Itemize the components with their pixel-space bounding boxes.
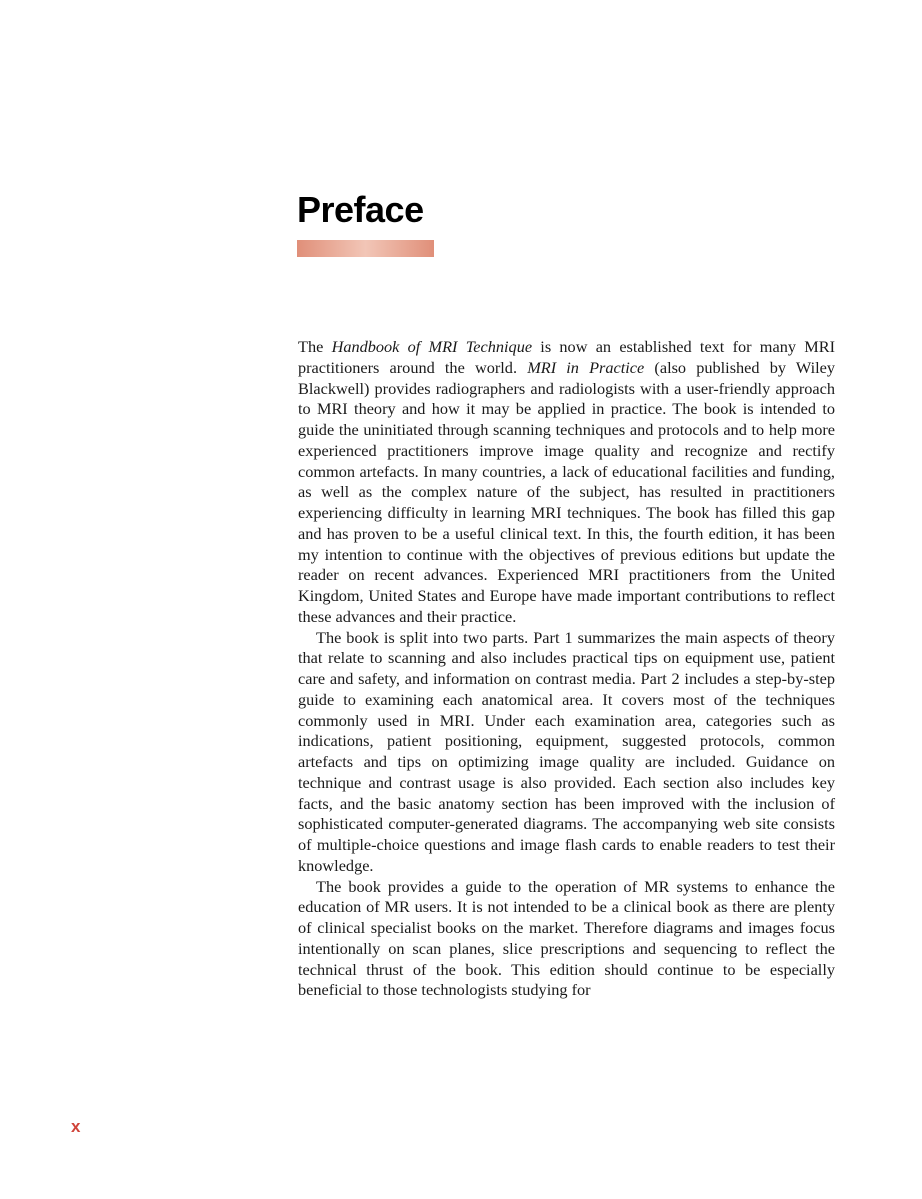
page-title: Preface — [297, 189, 424, 230]
book-title-handbook: Handbook of MRI Technique — [331, 337, 533, 356]
page-number: x — [71, 1117, 81, 1136]
paragraph-1-part-2: is now an established text for many MRI practitioners around the world. — [298, 337, 835, 377]
paragraph-2: The book is split into two parts. Part 1 summarizes the main aspects of theory that relate to scanning and also includes practical tips on equipment use, patient care and safety, and information on contrast media. Part 2 includes a step-by-step guide to examining each anatomical area. It covers most of the techniques commonly used in MRI. Under each examination area, categories such as indications, patient positioning, equipment, suggested protocols, common artefacts and tips on optimizing image quality are included. Guidance on technique and contrast usage is also provided. Each section also includes key facts, and the basic anatomy section has been improved with the inclusion of sophisticated computer-generated diagrams. The accompanying web site consists of multiple-choice questions and image flash cards to enable readers to test their knowledge. — [298, 627, 835, 875]
paragraph-3: The book provides a guide to the operation of MR systems to enhance the education of MR users. It is not intended to be a clinical book as there are plenty of clinical specialist books on the market. Therefore diagrams and images focus intentionally on scan planes, slice prescriptions and sequencing to reflect the technical thrust of the book. This edition should continue to be especially beneficial to those technologists studying for — [298, 876, 835, 1000]
paragraph-1 — [298, 337, 835, 628]
title-accent-bar — [297, 240, 434, 257]
body-text — [298, 337, 835, 1001]
paragraph-1-part-3: (also published by Wiley Blackwell) provides radiographers and radiologists with a user-friendly approach to MRI theory and how it may be applied in practice. The book is intended to guide the uninitiated through scanning techniques and protocols and to help more experienced practitioners improve image quality and recognize and rectify common artefacts. In many countries, a lack of educational facilities and funding, as well as the complex nature of the subject, has resulted in practitioners experiencing difficulty in learning MRI techniques. The book has filled this gap and has proven to be a useful clinical text. In this, the fourth edition, it has been my intention to continue with the objectives of previous editions but update the reader on recent advances. Experienced MRI practitioners from the United Kingdom, United States and Europe have made important contributions to reflect these advances and their practice. — [298, 357, 835, 626]
paragraph-1-part-1: The — [298, 337, 332, 356]
book-title-mri-in-practice: MRI in Practice — [527, 357, 645, 377]
